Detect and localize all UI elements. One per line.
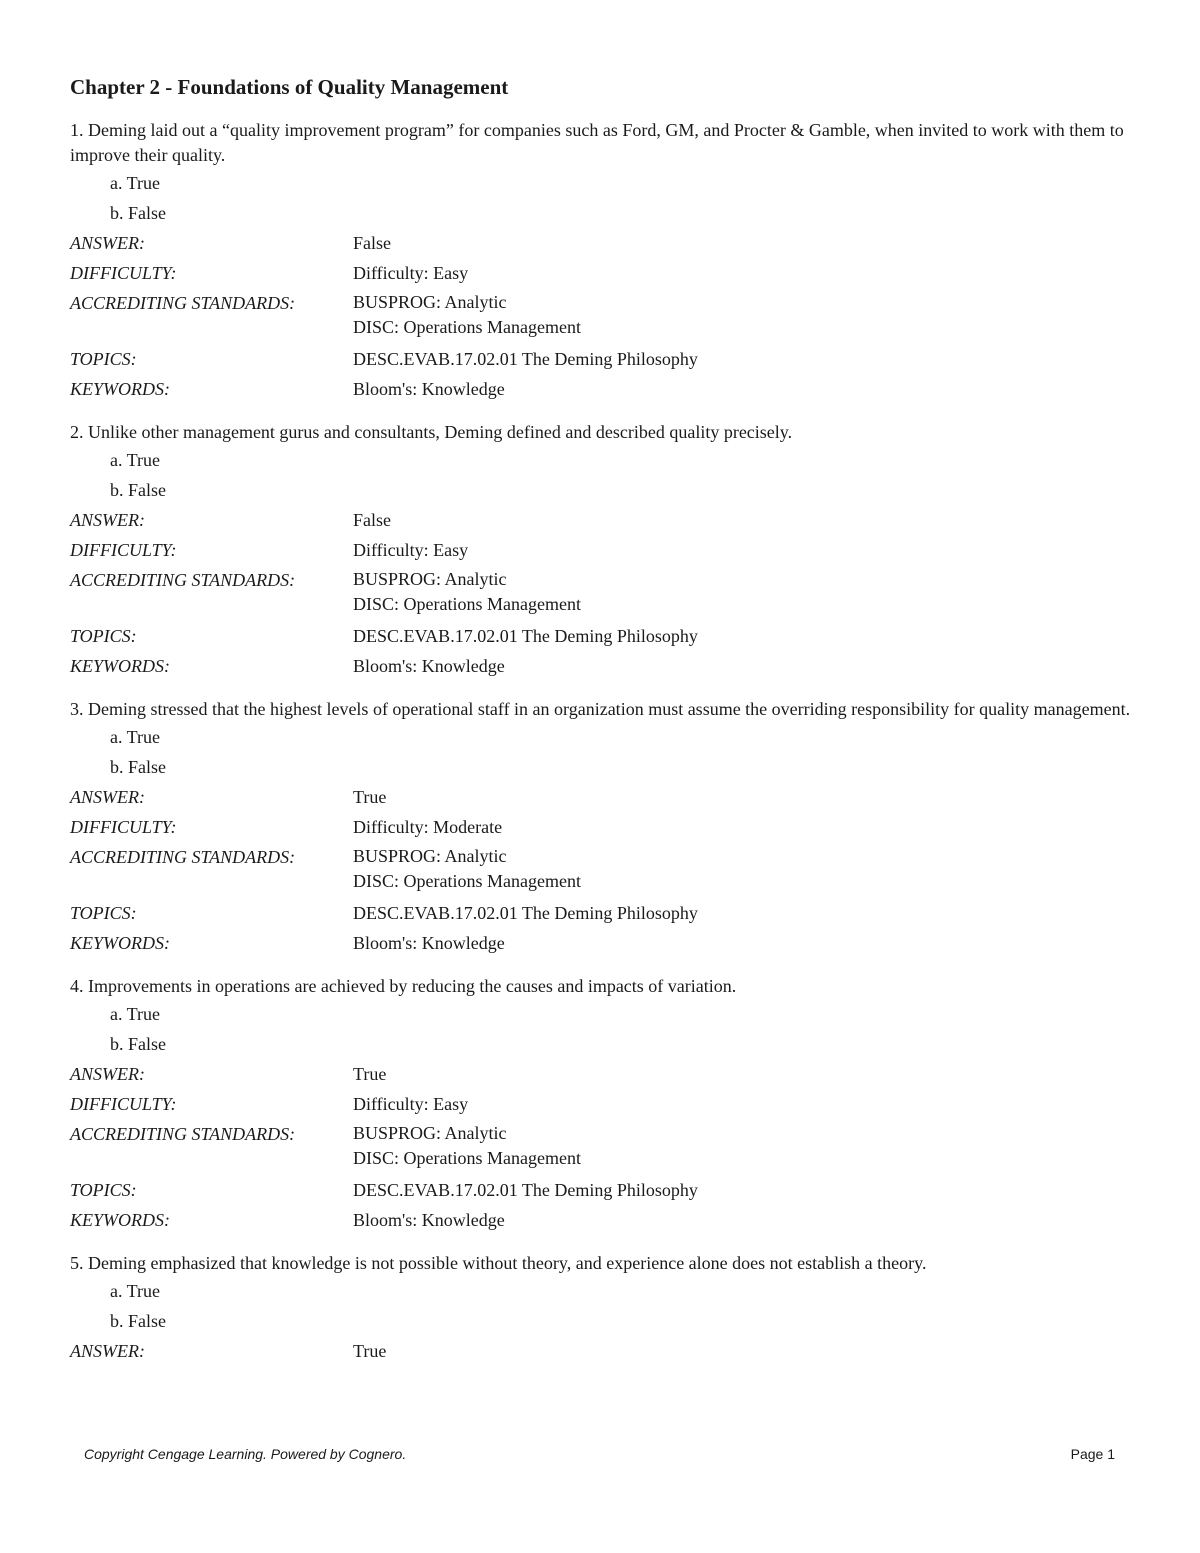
question-2: [70, 420, 1140, 681]
difficulty-value: Difficulty: Easy: [353, 263, 469, 283]
option-false: b. False: [110, 757, 166, 777]
accrediting-values: [353, 1119, 1140, 1175]
accrediting-value: DISC: Operations Management: [353, 871, 581, 891]
question-metadata: [70, 1336, 1140, 1366]
difficulty-value: Difficulty: Moderate: [353, 817, 503, 837]
option-true: a. True: [110, 173, 161, 193]
accrediting-label: ACCREDITING STANDARDS:: [70, 293, 296, 313]
accrediting-value: DISC: Operations Management: [353, 317, 581, 337]
keywords-value: Bloom's: Knowledge: [353, 379, 505, 399]
keywords-label: KEYWORDS:: [70, 656, 170, 676]
option-false: b. False: [110, 480, 166, 500]
accrediting-label: ACCREDITING STANDARDS:: [70, 847, 296, 867]
accrediting-value: BUSPROG: Analytic: [353, 292, 507, 312]
question-text: 1. Deming laid out a “quality improvement program” for companies such as Ford, GM, and Procter & Gamble, when invited to work with them to improve their quality.: [70, 120, 1124, 165]
answer-value: True: [353, 1341, 387, 1361]
option-true: a. True: [110, 727, 161, 747]
answer-value: False: [353, 510, 391, 530]
answer-label: ANSWER:: [70, 1341, 145, 1361]
keywords-value: Bloom's: Knowledge: [353, 656, 505, 676]
chapter-title: Chapter 2 - Foundations of Quality Management: [70, 75, 509, 99]
keywords-label: KEYWORDS:: [70, 1210, 170, 1230]
question-5: [70, 1251, 1140, 1366]
difficulty-value: Difficulty: Easy: [353, 540, 469, 560]
document-page: [70, 72, 1140, 1382]
accrediting-values: [353, 288, 1140, 344]
difficulty-value: Difficulty: Easy: [353, 1094, 469, 1114]
accrediting-value: DISC: Operations Management: [353, 594, 581, 614]
question-3: [70, 697, 1140, 958]
question-metadata: [70, 505, 1140, 681]
answer-value: False: [353, 233, 391, 253]
topics-value: DESC.EVAB.17.02.01 The Deming Philosophy: [353, 626, 698, 646]
answer-options: [110, 445, 1140, 505]
copyright-notice: Copyright Cengage Learning. Powered by Cognero.: [84, 1446, 407, 1462]
option-true: a. True: [110, 450, 161, 470]
accrediting-values: [353, 565, 1140, 621]
keywords-value: Bloom's: Knowledge: [353, 1210, 505, 1230]
difficulty-label: DIFFICULTY:: [70, 540, 177, 560]
answer-value: True: [353, 1064, 387, 1084]
question-text: 5. Deming emphasized that knowledge is not possible without theory, and experience alone does not establish a theory.: [70, 1253, 927, 1273]
question-text: 3. Deming stressed that the highest levels of operational staff in an organization must assume the overriding responsibility for quality management.: [70, 699, 1131, 719]
answer-options: [110, 999, 1140, 1059]
option-false: b. False: [110, 1034, 166, 1054]
topics-value: DESC.EVAB.17.02.01 The Deming Philosophy: [353, 903, 698, 923]
accrediting-value: BUSPROG: Analytic: [353, 1123, 507, 1143]
answer-value: True: [353, 787, 387, 807]
keywords-label: KEYWORDS:: [70, 933, 170, 953]
topics-label: TOPICS:: [70, 903, 137, 923]
topics-value: DESC.EVAB.17.02.01 The Deming Philosophy: [353, 349, 698, 369]
topics-label: TOPICS:: [70, 1180, 137, 1200]
question-4: [70, 974, 1140, 1235]
option-false: b. False: [110, 203, 166, 223]
answer-options: [110, 1276, 1140, 1336]
answer-options: [110, 722, 1140, 782]
accrediting-value: BUSPROG: Analytic: [353, 569, 507, 589]
question-text: 2. Unlike other management gurus and consultants, Deming defined and described quality precisely.: [70, 422, 793, 442]
accrediting-label: ACCREDITING STANDARDS:: [70, 570, 296, 590]
accrediting-value: BUSPROG: Analytic: [353, 846, 507, 866]
option-false: b. False: [110, 1311, 166, 1331]
answer-label: ANSWER:: [70, 510, 145, 530]
answer-label: ANSWER:: [70, 787, 145, 807]
answer-label: ANSWER:: [70, 233, 145, 253]
answer-options: [110, 168, 1140, 228]
option-true: a. True: [110, 1004, 161, 1024]
topics-value: DESC.EVAB.17.02.01 The Deming Philosophy: [353, 1180, 698, 1200]
keywords-value: Bloom's: Knowledge: [353, 933, 505, 953]
question-metadata: [70, 782, 1140, 958]
option-true: a. True: [110, 1281, 161, 1301]
answer-label: ANSWER:: [70, 1064, 145, 1084]
topics-label: TOPICS:: [70, 349, 137, 369]
question-text: 4. Improvements in operations are achieved by reducing the causes and impacts of variation.: [70, 976, 737, 996]
accrediting-values: [353, 842, 1140, 898]
page-footer: [84, 1446, 1115, 1462]
difficulty-label: DIFFICULTY:: [70, 1094, 177, 1114]
page-number: Page 1: [1070, 1446, 1115, 1462]
question-metadata: [70, 1059, 1140, 1235]
question-metadata: [70, 228, 1140, 404]
accrediting-label: ACCREDITING STANDARDS:: [70, 1124, 296, 1144]
topics-label: TOPICS:: [70, 626, 137, 646]
accrediting-value: DISC: Operations Management: [353, 1148, 581, 1168]
question-1: [70, 118, 1140, 404]
keywords-label: KEYWORDS:: [70, 379, 170, 399]
difficulty-label: DIFFICULTY:: [70, 263, 177, 283]
difficulty-label: DIFFICULTY:: [70, 817, 177, 837]
